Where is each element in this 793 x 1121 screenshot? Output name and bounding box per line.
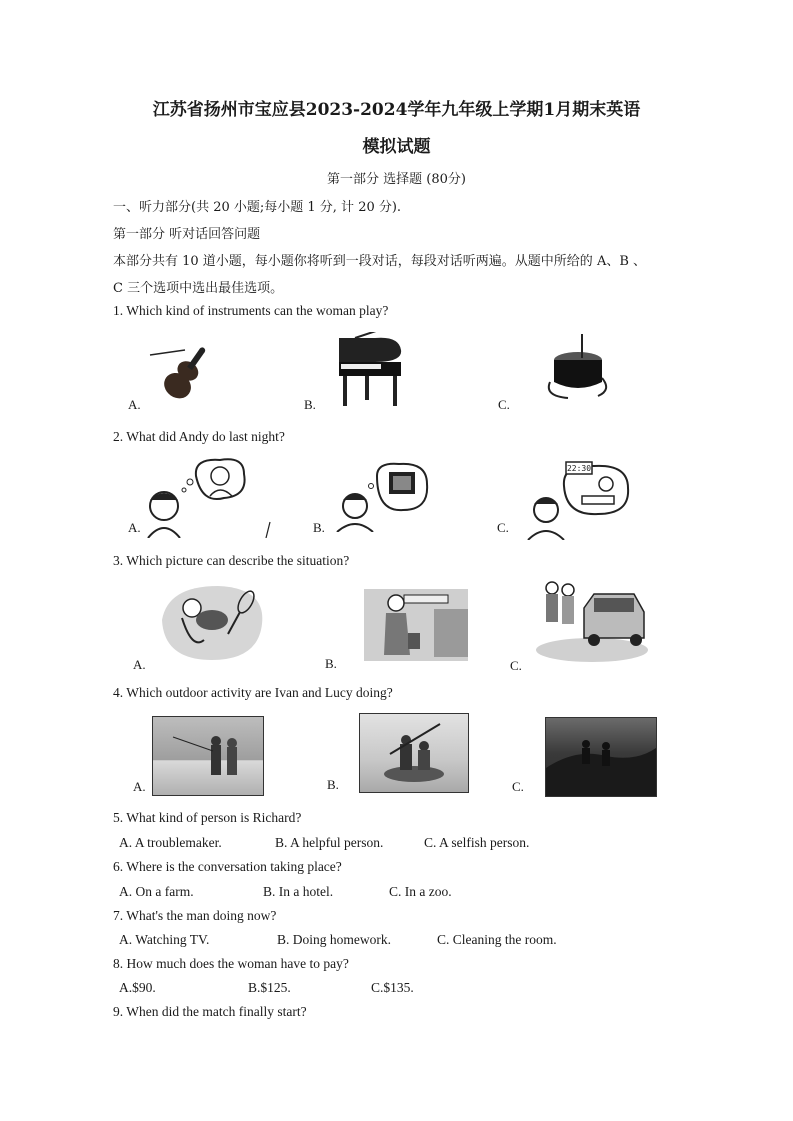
boy-thinking-homework-picture [524,458,632,540]
q7-option-a[interactable]: A. Watching TV. [119,932,210,947]
question-8: 8. How much does the woman have to pay? [113,956,349,971]
question-5: 5. What kind of person is Richard? [113,810,302,825]
q8-option-a[interactable]: A.$90. [119,980,156,995]
q6-option-a[interactable]: A. On a farm. [119,884,194,899]
q6-option-b[interactable]: B. In a hotel. [263,884,334,899]
question-7: 7. What's the man doing now? [113,908,277,923]
drum-picture [540,332,616,404]
q1-label-a: A. [128,397,141,412]
question-9: 9. When did the match finally start? [113,1004,307,1019]
kayaking-photo [359,713,469,793]
clock-text: 22:30 [566,464,592,473]
q2-label-c: C. [497,520,509,535]
instruction-line-1: 本部分共有 10 道小题，每小题你将听到一段对话，每段对话听两遍。从题中所给的 A、B 、 [113,254,647,269]
hiking-photo-figures [546,718,656,796]
exam-title: 江苏省扬州市宝应县2023-2024学年九年级上学期1月期末英语 [152,100,641,120]
man-at-supermarket-picture [364,585,472,665]
q1-label-c: C. [498,397,510,412]
q8-option-c[interactable]: C.$135. [371,980,414,995]
section-title: 第一部分 选择题 (80分) [327,172,466,187]
sub-heading: 第一部分 听对话回答问题 [113,227,261,242]
q6-option-c[interactable]: C. In a zoo. [389,884,452,899]
q7-option-c[interactable]: C. Cleaning the room. [437,932,557,947]
q5-option-a[interactable]: A. A troublemaker. [119,835,222,850]
violin-picture [145,340,225,410]
girl-with-bag-picture [158,580,268,664]
q4-label-c: C. [512,779,524,794]
q3-label-c: C. [510,658,522,673]
q4-label-a: A. [133,779,146,794]
question-2: 2. What did Andy do last night? [113,429,285,444]
q2-label-b: B. [313,520,325,535]
fishing-photo [152,716,264,796]
q4-label-b: B. [327,777,339,792]
question-1: 1. Which kind of instruments can the woman play? [113,303,389,318]
hiking-photo [545,717,657,797]
people-by-car-picture [536,578,648,662]
question-3: 3. Which picture can describe the situation? [113,553,350,568]
q5-option-b[interactable]: B. A helpful person. [275,835,384,850]
q3-label-a: A. [133,657,146,672]
piano-picture [335,332,407,410]
q1-label-b: B. [304,397,316,412]
instruction-line-2: C 三个选项中选出最佳选项。 [113,281,284,296]
kayaking-photo-figures [360,714,468,792]
q3-label-b: B. [325,656,337,671]
fishing-photo-figures [153,717,263,795]
boy-thinking-tv-picture [333,460,433,532]
question-6: 6. Where is the conversation taking place? [113,859,342,874]
exam-title-line2: 模拟试题 [362,137,431,157]
q2-label-a: A. [128,520,141,535]
boy-thinking-crying-girl-picture [140,456,275,538]
part-heading: 一、听力部分(共 20 小题;每小题 1 分, 计 20 分). [113,200,402,215]
question-4: 4. Which outdoor activity are Ivan and Lucy doing? [113,685,393,700]
q7-option-b[interactable]: B. Doing homework. [277,932,391,947]
q5-option-c[interactable]: C. A selfish person. [424,835,530,850]
q8-option-b[interactable]: B.$125. [248,980,291,995]
